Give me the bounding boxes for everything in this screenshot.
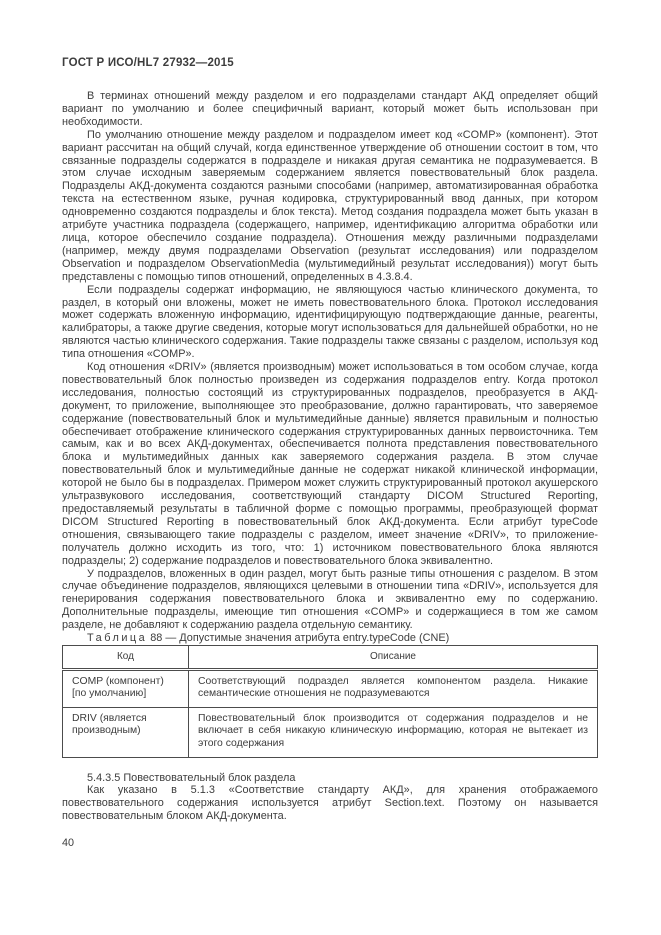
cell-code-comp: COMP (компонент) [по умолчанию] [63, 669, 189, 707]
paragraph-relations-overview: В терминах отношений между разделом и его подразделами стандарт АКД определяет общий вариант по умолчанию и более специфичный вариант, который может быть использован при необходимости. [62, 90, 598, 128]
cell-description-comp: Соответствующий подраздел является компонентом раздела. Никакие семантические отношения не подразумеваются [189, 669, 598, 707]
paragraph-comp-default: По умолчанию отношение между разделом и подразделом имеет код «COMP» (компонент). Этот вариант рассчитан на общий случай, когда единственное утверждение об отношении состоит в том, что связанные подразделы содержатся в подразделе и никакая другая семантика не подразумевается. В этом случае исходным заверяемым содержанием является повествовательный блок раздела. Подразделы АКД-документа создаются разными способами (например, автоматизированная обработка текста на естественном языке, ручная кодировка, структурированный ввод данных, при котором одновременно создаются подразделы и блок текста). Метод создания подраздела может быть указан в атрибуте участника подраздела (содержащего, например, идентификацию алгоритма обработки или лица, которое обеспечило создание подраздела). Отношения между различными подразделами (например, между двумя подразделами Observation (результат исследования) или подразделом Observation и подразделом ObservationMedia (мультимедийный результат исследования)) могут быть представлены с помощью типов отношений, определенных в 4.3.8.4. [62, 128, 598, 283]
typecode-values-table [62, 645, 598, 758]
table-caption-word: Таблица [87, 632, 148, 645]
column-header-code: Код [63, 645, 189, 669]
table-row [63, 707, 598, 757]
paragraph-mixed-relation-types: У подразделов, вложенных в один раздел, могут быть разные типы отношения с разделом. В этом случае объединение подразделов, являющихся целевыми в отношении типа «DRIV», используется для генерирования содержания повествовательного блока и эквивалентно ему по содержанию. Дополнительные подразделы, имеющие тип отношения «COMP» и содержащиеся в том же самом разделе, не добавляют к содержанию раздела отдельную семантику. [62, 567, 598, 632]
table-caption-text: 88 — Допустимые значения атрибута entry.typeCode (CNE) [150, 632, 450, 645]
cell-code-driv: DRIV (является производным) [63, 707, 189, 757]
paragraph-driv-code: Код отношения «DRIV» (является производным) может использоваться в том особом случае, когда повествовательный блок полностью произведен из содержания подразделов entry. Когда протокол исследования, полностью состоящий из структурированных подразделов, преобразуется в АКД-документ, то приложение, выполняющее это преобразование, должно гарантировать, что заверяемое содержание (повествовательный блок и мультимедийные данные) является правильным и полностью обеспечивает отображение клинического содержания структурированных данных первоисточника. Тем самым, как и во всех АКД-документах, обеспечивается полнота представления повествовательного блока и мультимедийных данных как заверяемого содержания раздела. В этом случае повествовательный блок и мультимедийные данные не содержат никакой клинической информации, которой не было бы в подразделах. Примером может служить структурированный протокол акушерского ультразвукового исследования, соответствующий стандарту DICOM Structured Reporting, предоставляемый результаты в табличной форме с помощью программы, преобразующей формат DICOM Structured Reporting в повествовательный блок АКД-документа. Если атрибут typeCode отношения, связывающего такие подразделы с разделом, имеет значение «DRIV», то приложение-получатель должно исходить из того, что: 1) источником повествовательного блока являются подразделы; 2) содержание подразделов и повествовательного блока эквивалентно. [62, 361, 598, 567]
section-heading: 5.4.3.5 Повествовательный блок раздела [87, 771, 296, 784]
table-caption [62, 632, 598, 645]
paragraph-narrative-block: Как указано в 5.1.3 «Соответствие стандарту АКД», для хранения отображаемого повествовательного содержания используется атрибут Section.text. Поэтому он называется повествовательным блоком АКД-документа. [62, 784, 598, 823]
running-header: ГОСТ Р ИСО/HL7 27932—2015 [62, 57, 234, 69]
cell-description-driv: Повествовательный блок производится от содержания подразделов и не включает в себя никакую клиническую информацию, которая не вытекает из этого содержания [189, 707, 598, 757]
paragraph-nested-info: Если подразделы содержат информацию, не являющуюся частью клинического документа, то раздел, в который они вложены, может не иметь повествовательного блока. Протокол исследования может содержать вложенную информацию, идентифицирующую подтверждающие данные, реагенты, калибраторы, а также другие сведения, которые могут использоваться для дальнейшей обработки, но не являются частью клинического содержания. Такие подразделы также связаны с разделом, используя код типа отношения «COMP». [62, 283, 598, 361]
table-row [63, 669, 598, 707]
page-number: 40 [62, 837, 75, 850]
document-body [62, 90, 598, 849]
column-header-description: Описание [189, 645, 598, 669]
table-header-row [63, 645, 598, 669]
